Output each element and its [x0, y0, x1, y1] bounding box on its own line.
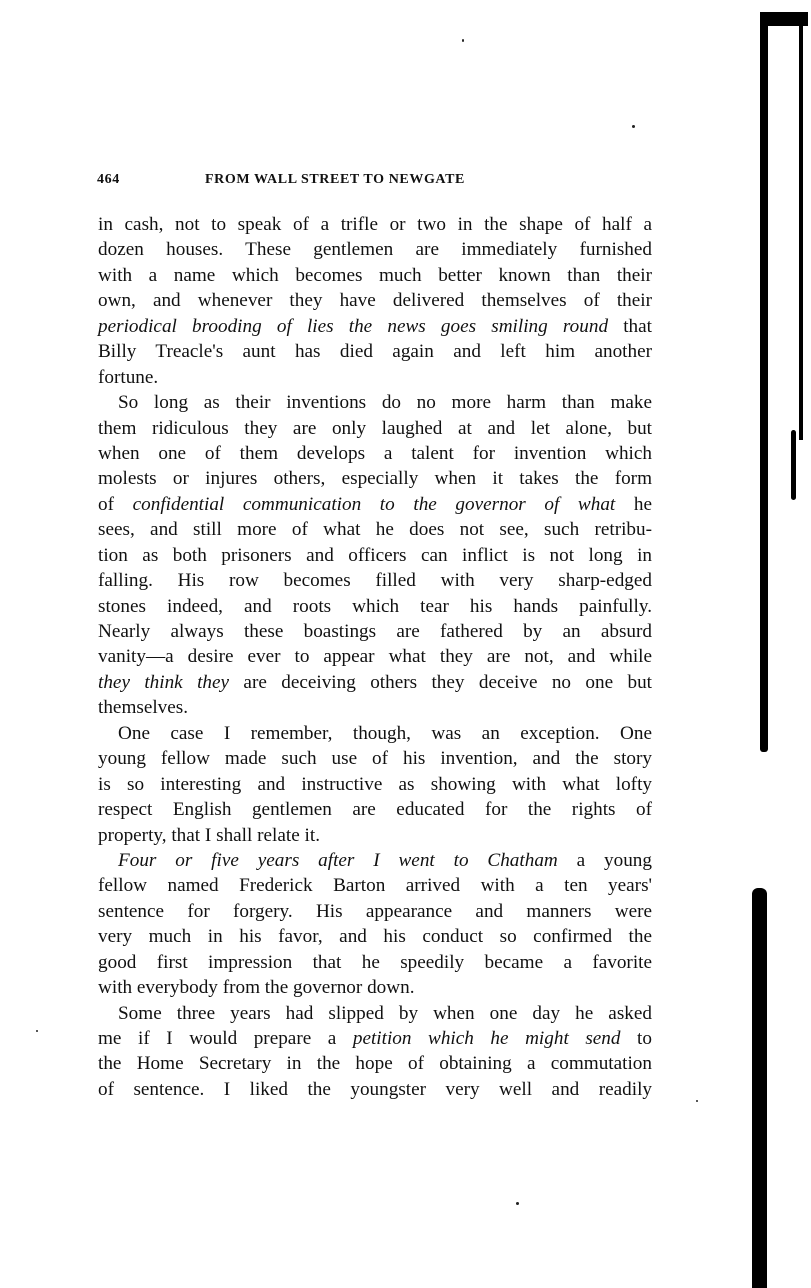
italic-run: Four or five years after I went to Chatham: [118, 849, 558, 871]
text-line: Billy Treacle's aunt has died again and left him another: [98, 341, 652, 363]
text-line: Nearly always these boastings are fathered by an absurd: [98, 621, 652, 642]
italic-run: they think they: [98, 671, 230, 693]
text-run: of: [98, 493, 133, 515]
text-line: fellow named Frederick Barton arrived with a ten years': [98, 875, 652, 897]
text-run: me if I would prepare a: [98, 1028, 353, 1049]
text-line: good first impression that he speedily became a favorite: [98, 951, 652, 973]
scan-speck: [516, 1202, 519, 1205]
text-line: tion as both prisoners and officers can inflict is not long in: [98, 544, 652, 566]
text-line: [98, 492, 652, 517]
scan-speck: [462, 39, 464, 42]
scan-edge-shadow: [799, 20, 803, 440]
scan-edge-shadow: [760, 12, 768, 752]
text-line: falling. His row becomes filled with very sharp-edged: [98, 570, 652, 592]
paragraph-start-line: [98, 848, 652, 873]
text-line: them ridiculous they are only laughed at and let alone, but: [98, 417, 652, 439]
text-line: molests or injures others, especially when it takes the form: [98, 468, 652, 490]
text-line: young fellow made such use of his invention, and the story: [98, 748, 652, 770]
scan-edge-shadow: [752, 888, 767, 1288]
text-line: [98, 1026, 652, 1051]
page-body: [98, 212, 652, 1102]
text-line: [98, 670, 652, 695]
text-line: dozen houses. These gentlemen are immediately furnished: [98, 239, 652, 261]
text-line: fortune.: [98, 366, 159, 388]
text-line: stones indeed, and roots which tear his hands painfully.: [98, 595, 652, 617]
text-run: he: [615, 493, 652, 515]
text-line: sentence for forgery. His appearance and manners were: [98, 900, 652, 922]
text-line: is so interesting and instructive as showing with what lofty: [98, 773, 652, 795]
scan-speck: [696, 1100, 698, 1102]
italic-run: confidential communication to the governor of what: [132, 493, 616, 515]
text-line: sees, and still more of what he does not see, such retribu-: [98, 519, 652, 541]
text-line: the Home Secretary in the hope of obtaining a commutation: [98, 1053, 652, 1075]
text-line: [98, 314, 652, 339]
italic-run: petition which he might send: [352, 1028, 621, 1049]
text-line: with a name which becomes much better known than their: [98, 264, 652, 286]
text-run: that: [608, 315, 652, 337]
scan-speck: [36, 1030, 38, 1032]
text-line: property, that I shall relate it.: [98, 824, 320, 846]
text-run: are deceiving others they deceive no one but: [229, 671, 652, 693]
text-line: own, and whenever they have delivered themselves of their: [98, 290, 652, 312]
text-run: to: [620, 1028, 652, 1049]
text-line: respect English gentlemen are educated for the rights of: [98, 799, 652, 821]
page-number: 464: [97, 172, 120, 187]
paragraph-start-line: So long as their inventions do no more harm than make: [118, 392, 652, 414]
text-line: very much in his favor, and his conduct so confirmed the: [98, 926, 652, 948]
text-line: of sentence. I liked the youngster very well and readily: [98, 1078, 652, 1100]
text-run: a young: [557, 849, 652, 871]
scan-edge-shadow: [791, 430, 796, 500]
text-line: themselves.: [98, 697, 189, 719]
text-line: in cash, not to speak of a trifle or two in the shape of half a: [98, 214, 652, 235]
paragraph-start-line: One case I remember, though, was an exception. One: [118, 722, 652, 744]
italic-run: periodical brooding of lies the news goes smiling round: [98, 315, 609, 337]
paragraph-start-line: Some three years had slipped by when one day he asked: [118, 1002, 652, 1024]
scan-speck: [632, 125, 635, 128]
text-line: with everybody from the governor down.: [98, 977, 415, 999]
text-line: vanity—a desire ever to appear what they are not, and while: [98, 646, 652, 668]
running-title: FROM WALL STREET TO NEWGATE: [205, 172, 465, 187]
text-line: when one of them develops a talent for invention which: [98, 442, 652, 464]
